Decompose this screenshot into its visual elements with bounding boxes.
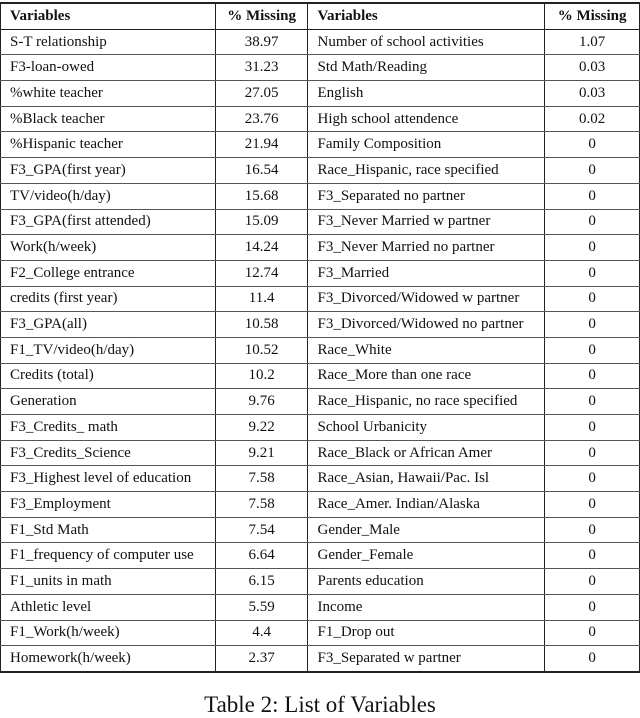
table-row [1,81,640,107]
variable-right: Parents education [308,569,545,595]
variable-right: Race_White [308,337,545,363]
missing-right: 0.03 [545,55,640,81]
table-row [1,389,640,415]
missing-right: 0 [545,415,640,441]
variable-right: Race_More than one race [308,363,545,389]
missing-left: 14.24 [215,235,308,261]
variable-right: English [308,81,545,107]
table-row [1,440,640,466]
variable-right: F3_Never Married w partner [308,209,545,235]
table-caption: Table 2: List of Variables [204,692,436,717]
missing-right: 0 [545,543,640,569]
missing-right: 0 [545,158,640,184]
table-row [1,286,640,312]
table-row [1,466,640,492]
variable-left: F3_GPA(first year) [1,158,216,184]
table-row [1,235,640,261]
missing-left: 11.4 [215,286,308,312]
missing-left: 31.23 [215,55,308,81]
missing-right: 0 [545,337,640,363]
variable-right: Gender_Female [308,543,545,569]
table-row [1,158,640,184]
header-missing-left: % Missing [215,3,308,29]
variable-left: TV/video(h/day) [1,183,216,209]
missing-right: 0.03 [545,81,640,107]
missing-right: 0 [545,363,640,389]
missing-left: 10.58 [215,312,308,338]
variable-left: F3_Highest level of education [1,466,216,492]
missing-right: 0 [545,466,640,492]
missing-left: 6.15 [215,569,308,595]
variable-right: Std Math/Reading [308,55,545,81]
missing-left: 5.59 [215,594,308,620]
table-row [1,106,640,132]
missing-variables-table [0,2,640,673]
missing-left: 9.22 [215,415,308,441]
missing-left: 10.52 [215,337,308,363]
header-missing-right: % Missing [545,3,640,29]
variable-left: F3_Credits_ math [1,415,216,441]
table-row [1,492,640,518]
missing-left: 9.21 [215,440,308,466]
missing-left: 27.05 [215,81,308,107]
variable-left: S-T relationship [1,29,216,55]
missing-left: 23.76 [215,106,308,132]
missing-right: 0 [545,569,640,595]
variable-right: Number of school activities [308,29,545,55]
table-row [1,569,640,595]
variable-left: Homework(h/week) [1,646,216,672]
variable-left: F3_GPA(all) [1,312,216,338]
variable-left: Athletic level [1,594,216,620]
table-row [1,646,640,672]
table-row [1,29,640,55]
missing-right: 0 [545,286,640,312]
header-variables-right: Variables [308,3,545,29]
table-row [1,620,640,646]
missing-left: 38.97 [215,29,308,55]
table-row [1,543,640,569]
missing-left: 7.54 [215,517,308,543]
variable-left: F2_College entrance [1,260,216,286]
variable-right: Race_Asian, Hawaii/Pac. Isl [308,466,545,492]
header-variables-left: Variables [1,3,216,29]
variable-right: F3_Divorced/Widowed w partner [308,286,545,312]
variable-right: Race_Black or African Amer [308,440,545,466]
variable-right: School Urbanicity [308,415,545,441]
missing-right: 0 [545,492,640,518]
table-row [1,132,640,158]
variable-right: Race_Hispanic, no race specified [308,389,545,415]
missing-right: 0 [545,646,640,672]
variable-right: Family Composition [308,132,545,158]
table-row [1,363,640,389]
missing-right: 0 [545,440,640,466]
missing-left: 4.4 [215,620,308,646]
variable-right: Race_Amer. Indian/Alaska [308,492,545,518]
variable-left: F1_Work(h/week) [1,620,216,646]
missing-right: 0.02 [545,106,640,132]
missing-right: 0 [545,235,640,261]
missing-right: 0 [545,260,640,286]
missing-right: 1.07 [545,29,640,55]
variable-right: F3_Separated no partner [308,183,545,209]
missing-right: 0 [545,183,640,209]
missing-right: 0 [545,389,640,415]
table-row [1,337,640,363]
missing-right: 0 [545,594,640,620]
table-row [1,594,640,620]
variable-left: F3_Employment [1,492,216,518]
variable-left: credits (first year) [1,286,216,312]
variable-right: Gender_Male [308,517,545,543]
table-row [1,260,640,286]
missing-left: 2.37 [215,646,308,672]
variable-left: F1_units in math [1,569,216,595]
missing-right: 0 [545,517,640,543]
missing-right: 0 [545,132,640,158]
variable-left: %Hispanic teacher [1,132,216,158]
variable-left: Generation [1,389,216,415]
missing-left: 15.68 [215,183,308,209]
missing-left: 15.09 [215,209,308,235]
missing-right: 0 [545,312,640,338]
variable-right: High school attendence [308,106,545,132]
variable-left: F1_Std Math [1,517,216,543]
variable-right: F3_Divorced/Widowed no partner [308,312,545,338]
missing-left: 12.74 [215,260,308,286]
table-row [1,55,640,81]
missing-left: 9.76 [215,389,308,415]
variable-left: %Black teacher [1,106,216,132]
table-row [1,209,640,235]
variable-left: F1_TV/video(h/day) [1,337,216,363]
variable-left: F3_Credits_Science [1,440,216,466]
table-row [1,312,640,338]
variable-right: Income [308,594,545,620]
variable-right: F3_Never Married no partner [308,235,545,261]
variable-left: Work(h/week) [1,235,216,261]
variable-right: F3_Separated w partner [308,646,545,672]
missing-right: 0 [545,209,640,235]
missing-left: 6.64 [215,543,308,569]
variable-left: %white teacher [1,81,216,107]
variable-right: Race_Hispanic, race specified [308,158,545,184]
missing-left: 21.94 [215,132,308,158]
variable-left: Credits (total) [1,363,216,389]
variable-right: F3_Married [308,260,545,286]
missing-right: 0 [545,620,640,646]
variable-left: F3-loan-owed [1,55,216,81]
variable-left: F1_frequency of computer use [1,543,216,569]
table-row [1,415,640,441]
variable-left: F3_GPA(first attended) [1,209,216,235]
missing-left: 7.58 [215,466,308,492]
missing-left: 10.2 [215,363,308,389]
missing-left: 16.54 [215,158,308,184]
variable-right: F1_Drop out [308,620,545,646]
table-row [1,517,640,543]
table-header-row [1,3,640,29]
missing-left: 7.58 [215,492,308,518]
table-row [1,183,640,209]
